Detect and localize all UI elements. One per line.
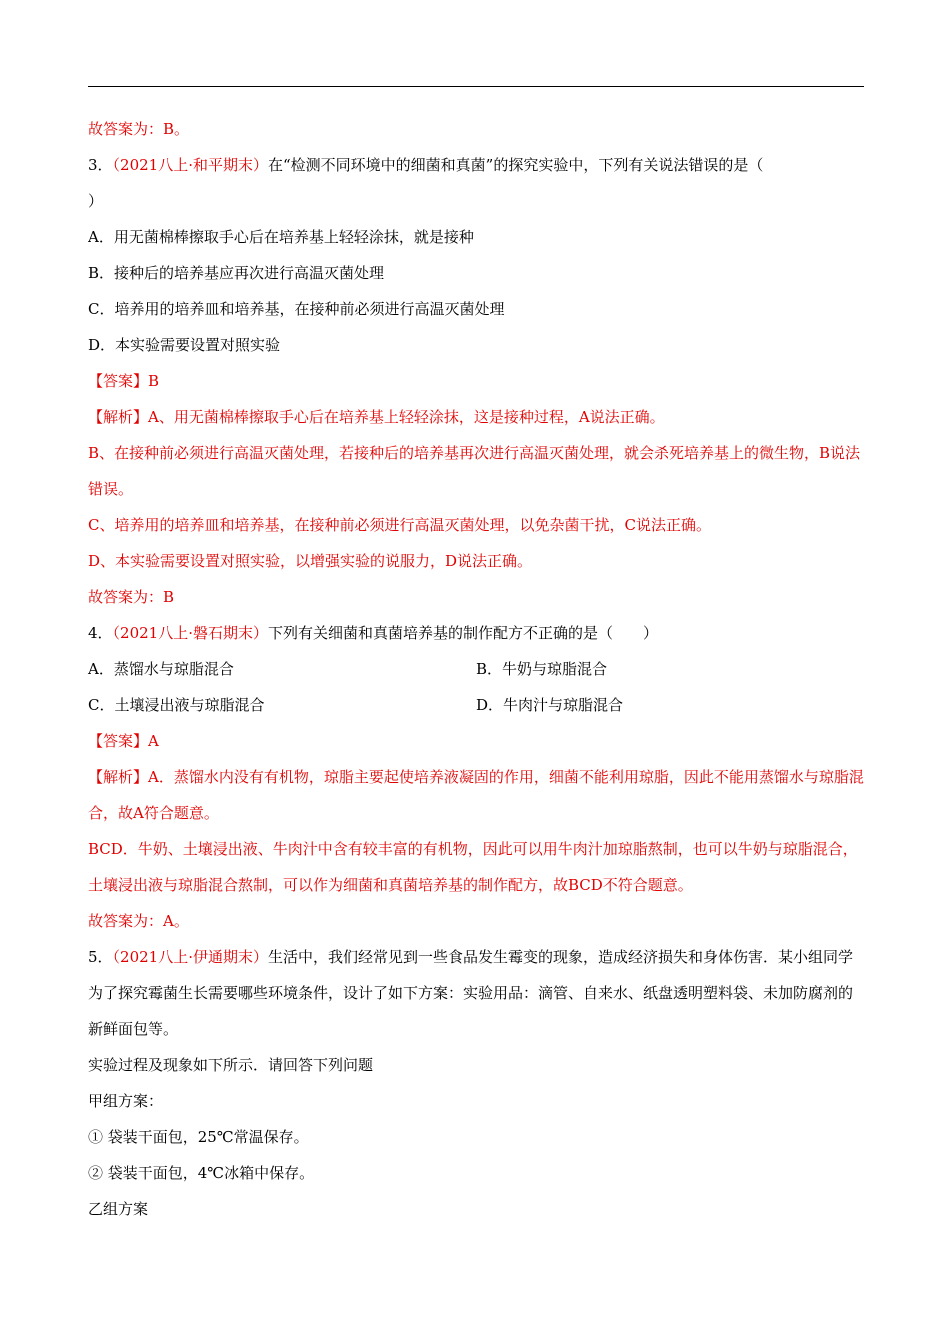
q5-source: （2021八上·伊通期末） [112,948,268,966]
q3-source: （2021八上·和平期末） [112,156,268,174]
q4-options-row-2 [88,687,864,723]
q3-stem [88,147,864,183]
q4-option-d: D．牛肉汁与琼脂混合 [476,696,624,714]
q4-number: 4． [88,624,113,642]
q5-stem-text: 生活中，我们经常见到一些食品发生霉变的现象，造成经济损失和身体伤害．某小组同学为了探究霉菌生长需要哪些环境条件，设计了如下方案：实验用品：滴管、自来水、纸盘透明塑料袋、未加防腐剂的新鲜面包等。 [88,948,854,1038]
q3-option-d: D．本实验需要设置对照实验 [88,336,281,354]
q3-stem-end: ） [88,192,104,210]
q3-answer: 【答案】B [88,372,160,390]
q4-option-c: C．土壤浸出液与琼脂混合 [88,696,265,714]
document-body [88,111,864,1227]
q3-stem-text: 在“检测不同环境中的细菌和真菌”的探究实验中，下列有关说法错误的是（ [268,156,764,174]
q5-line-step-2: ② 袋装干面包，4℃冰箱中保存。 [88,1164,315,1182]
q5-number: 5． [88,948,113,966]
q4-analysis-a: 【解析】A．蒸馏水内没有有机物，琼脂主要起使培养液凝固的作用，细菌不能利用琼脂，因此不能用蒸馏水与琼脂混合，故A符合题意。 [88,768,864,822]
q4-option-a: A．蒸馏水与琼脂混合 [88,660,234,678]
q5-line-group-a: 甲组方案： [88,1092,164,1110]
q4-conclusion: 故答案为：A。 [88,912,189,930]
q3-option-b: B．接种后的培养基应再次进行高温灭菌处理 [88,264,385,282]
q5-stem [88,939,864,1047]
header-rule [88,86,864,87]
q3-number: 3． [88,156,113,174]
q4-analysis-bcd: BCD．牛奶、土壤浸出液、牛肉汁中含有较丰富的有机物，因此可以用牛肉汁加琼脂熬制，也可以牛奶与琼脂混合，土壤浸出液与琼脂混合熬制，可以作为细菌和真菌培养基的制作配方，故BCD不符合题意。 [88,840,858,894]
q5-line-step-1: ① 袋装干面包，25℃常温保存。 [88,1128,309,1146]
q5-line-procedure: 实验过程及现象如下所示．请回答下列问题 [88,1056,374,1074]
q3-analysis-a: 【解析】A、用无菌棉棒擦取手心后在培养基上轻轻涂抹，这是接种过程，A说法正确。 [88,408,665,426]
q5-line-group-b: 乙组方案 [88,1200,149,1218]
q4-stem-text: 下列有关细菌和真菌培养基的制作配方不正确的是（ ） [268,624,659,642]
q3-analysis-b: B、在接种前必须进行高温灭菌处理，若接种后的培养基再次进行高温灭菌处理，就会杀死培养基上的微生物，B说法错误。 [88,444,861,498]
q4-source: （2021八上·磐石期末） [112,624,268,642]
q4-stem [88,615,864,651]
q3-conclusion: 故答案为：B [88,588,175,606]
q4-options-row-1 [88,651,864,687]
q3-option-a: A．用无菌棉棒擦取手心后在培养基上轻轻涂抹，就是接种 [88,228,474,246]
q4-answer: 【答案】A [88,732,159,750]
q2-conclusion: 故答案为：B。 [88,120,190,138]
q3-analysis-d: D、本实验需要设置对照实验，以增强实验的说服力，D说法正确。 [88,552,533,570]
q4-option-b: B．牛奶与琼脂混合 [476,660,608,678]
q3-analysis-c: C、培养用的培养皿和培养基，在接种前必须进行高温灭菌处理，以免杂菌干扰，C说法正确。 [88,516,711,534]
q3-option-c: C．培养用的培养皿和培养基，在接种前必须进行高温灭菌处理 [88,300,505,318]
